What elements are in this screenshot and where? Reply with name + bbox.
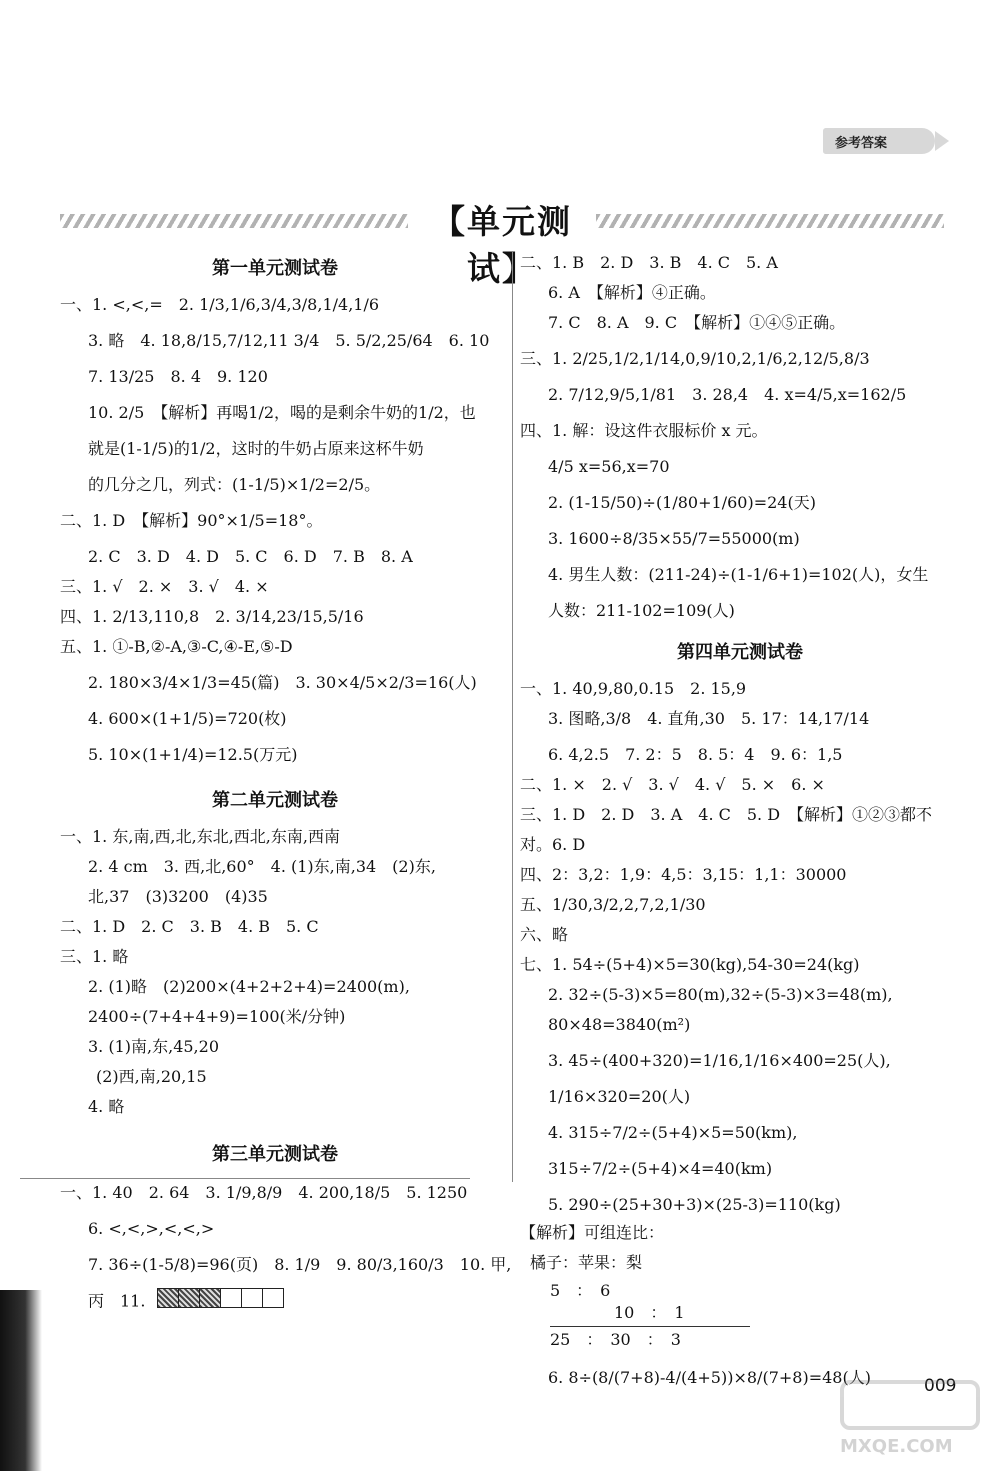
answer-line: 2. 32÷(5-3)×5=80(m),32÷(5-3)×3=48(m), <box>548 985 893 1004</box>
answer-line: 4. 男生人数：(211-24)÷(1-1/6+1)=102(人)，女生 <box>548 565 929 584</box>
answer-line: (2)西,南,20,15 <box>96 1067 207 1086</box>
binding-shadow <box>0 1290 42 1471</box>
answer-line: 四、2：3,2：1,9：4,5：3,15：1,1：30000 <box>520 865 847 884</box>
answer-line: 五、1/30,3/2,2,7,2,1/30 <box>520 895 706 914</box>
ratio-underline <box>550 1326 750 1327</box>
watermark-logo-mark <box>840 1380 980 1430</box>
answer-line: 橘子：苹果：梨 <box>530 1253 643 1272</box>
answer-line: 二、1. D 【解析】90°×1/5=18°。 <box>60 511 323 530</box>
answer-line: 就是(1-1/5)的1/2，这时的牛奶占原来这杯牛奶 <box>88 439 424 458</box>
answer-line <box>60 1288 490 1316</box>
answer-line: 三、1. √ 2. × 3. √ 4. × <box>60 577 269 596</box>
page-number: 009 <box>924 1376 957 1396</box>
unit2-title: 第二单元测试卷 <box>212 790 338 811</box>
answer-line: 7. C 8. A 9. C 【解析】①④⑤正确。 <box>548 313 846 332</box>
answer-line: 4. 315÷7/2÷(5+4)×5=50(km), <box>548 1123 798 1142</box>
answer-line: 6. 8÷(8/(7+8)-4/(4+5))×8/(7+8)=48(人) <box>548 1368 871 1387</box>
answer-line: 2. 4 cm 3. 西,北,60° 4. (1)东,南,34 (2)东, <box>88 857 436 876</box>
answer-line: 1/16×320=20(人) <box>548 1087 691 1106</box>
answer-line: 315÷7/2÷(5+4)×4=40(km) <box>548 1159 773 1178</box>
answer-line: 四、1. 2/13,110,8 2. 3/14,23/15,5/16 <box>60 607 364 626</box>
answer-line: 三、1. 2/25,1/2,1/14,0,9/10,2,1/6,2,12/5,8/3 <box>520 349 870 368</box>
unit4-title: 第四单元测试卷 <box>677 642 803 663</box>
answer-line: 二、1. B 2. D 3. B 4. C 5. A <box>520 253 778 272</box>
answer-line: 4. 600×(1+1/5)=720(枚) <box>88 709 287 728</box>
answer-key-tag: 参考答案 <box>823 128 935 154</box>
answer-line: 6. <,<,>,<,<,> <box>88 1219 215 1238</box>
answer-line: 4/5 x=56,x=70 <box>548 457 670 476</box>
answer-line: 二、1. × 2. √ 3. √ 4. √ 5. × 6. × <box>520 775 825 794</box>
watermark-logo <box>840 1380 990 1462</box>
answer-line: 2. (1)略 (2)200×(4+2+2+4)=2400(m), <box>88 977 410 996</box>
answer-line: 2. (1-15/50)÷(1/80+1/60)=24(天) <box>548 493 816 512</box>
banner-title: 【单元测试】 <box>432 202 572 288</box>
answer-line: 一、1. 东,南,西,北,东北,西北,东南,西南 <box>60 827 340 846</box>
left-column <box>60 250 512 1326</box>
answer-line: 的几分之几，列式：(1-1/5)×1/2=2/5。 <box>88 475 381 494</box>
answer-line: 四、1. 解：设这件衣服标价 x 元。 <box>520 421 768 440</box>
answer-line: 5. 290÷(25+30+3)×(25-3)=110(kg) <box>548 1195 841 1214</box>
answer-line: 10. 2/5 【解析】再喝1/2，喝的是剩余牛奶的1/2，也 <box>88 403 476 422</box>
answer-line: 【解析】可组连比： <box>520 1223 665 1242</box>
ratio-row: 25 ： 30 ： 3 <box>550 1330 681 1349</box>
unit3-title: 第三单元测试卷 <box>212 1144 338 1165</box>
answer-line: 对。6. D <box>520 835 586 854</box>
answer-line: 一、1. <,<,= 2. 1/3,1/6,3/4,3/8,1/4,1/6 <box>60 295 380 314</box>
watermark-text: MXQE.COM <box>840 1436 953 1457</box>
answer-line: 3. (1)南,东,45,20 <box>88 1037 219 1056</box>
answer-line: 七、1. 54÷(5+4)×5=30(kg),54-30=24(kg) <box>520 955 860 974</box>
answer-line: 3. 图略,3/8 4. 直角,30 5. 17：14,17/14 <box>548 709 870 728</box>
answer-line: 4. 略 <box>88 1097 125 1116</box>
answer-line: 7. 13/25 8. 4 9. 120 <box>88 367 268 386</box>
answer-line: 2. C 3. D 4. D 5. C 6. D 7. B 8. A <box>88 547 413 566</box>
shaded-grid-figure <box>157 1288 283 1316</box>
right-column <box>520 250 960 1401</box>
ratio-working <box>550 1280 960 1351</box>
answer-line: 二、1. D 2. C 3. B 4. B 5. C <box>60 917 319 936</box>
answer-line: 五、1. ①-B,②-A,③-C,④-E,⑤-D <box>60 637 293 656</box>
banner-stripes-left <box>60 214 408 228</box>
answer-line: 一、1. 40 2. 64 3. 1/9,8/9 4. 200,18/5 5. 1250 <box>60 1183 468 1202</box>
answer-line: 六、略 <box>520 925 569 944</box>
answer-line: 7. 36÷(1-5/8)=96(页) 8. 1/9 9. 80/3,160/3 10. 甲, <box>88 1255 512 1274</box>
answer-line: 3. 略 4. 18,8/15,7/12,11 3/4 5. 5/2,25/64 6. 10 <box>88 331 490 350</box>
answer-line: 3. 45÷(400+320)=1/16,1/16×400=25(人), <box>548 1051 891 1070</box>
answer-text: 丙 11. <box>88 1291 146 1311</box>
ratio-row: 5 ： 6 <box>550 1281 611 1300</box>
answer-line: 三、1. D 2. D 3. A 4. C 5. D 【解析】①②③都不 <box>520 805 933 824</box>
answer-line: 6. 4,2.5 7. 2：5 8. 5：4 9. 6：1,5 <box>548 745 843 764</box>
answer-line: 一、1. 40,9,80,0.15 2. 15,9 <box>520 679 747 698</box>
answer-line: 三、1. 略 <box>60 947 129 966</box>
answer-line: 2400÷(7+4+4+9)=100(米/分钟) <box>88 1007 346 1026</box>
banner-stripes-right <box>596 214 944 228</box>
unit1-title: 第一单元测试卷 <box>212 258 338 279</box>
answer-line: 3. 1600÷8/35×55/7=55000(m) <box>548 529 800 548</box>
answer-line: 80×48=3840(m²) <box>548 1015 691 1034</box>
answer-line: 人数：211-102=109(人) <box>548 601 735 620</box>
answer-line: 2. 180×3/4×1/3=45(篇) 3. 30×4/5×2/3=16(人) <box>88 673 477 692</box>
answer-line: 北,37 (3)3200 (4)35 <box>88 887 268 906</box>
answer-line: 2. 7/12,9/5,1/81 3. 28,4 4. x=4/5,x=162/5 <box>548 385 907 404</box>
answer-line: 5. 10×(1+1/4)=12.5(万元) <box>88 745 298 764</box>
answer-line: 6. A 【解析】④正确。 <box>548 283 716 302</box>
column-divider <box>512 252 513 1182</box>
ratio-row: 10 ： 1 <box>550 1303 685 1322</box>
